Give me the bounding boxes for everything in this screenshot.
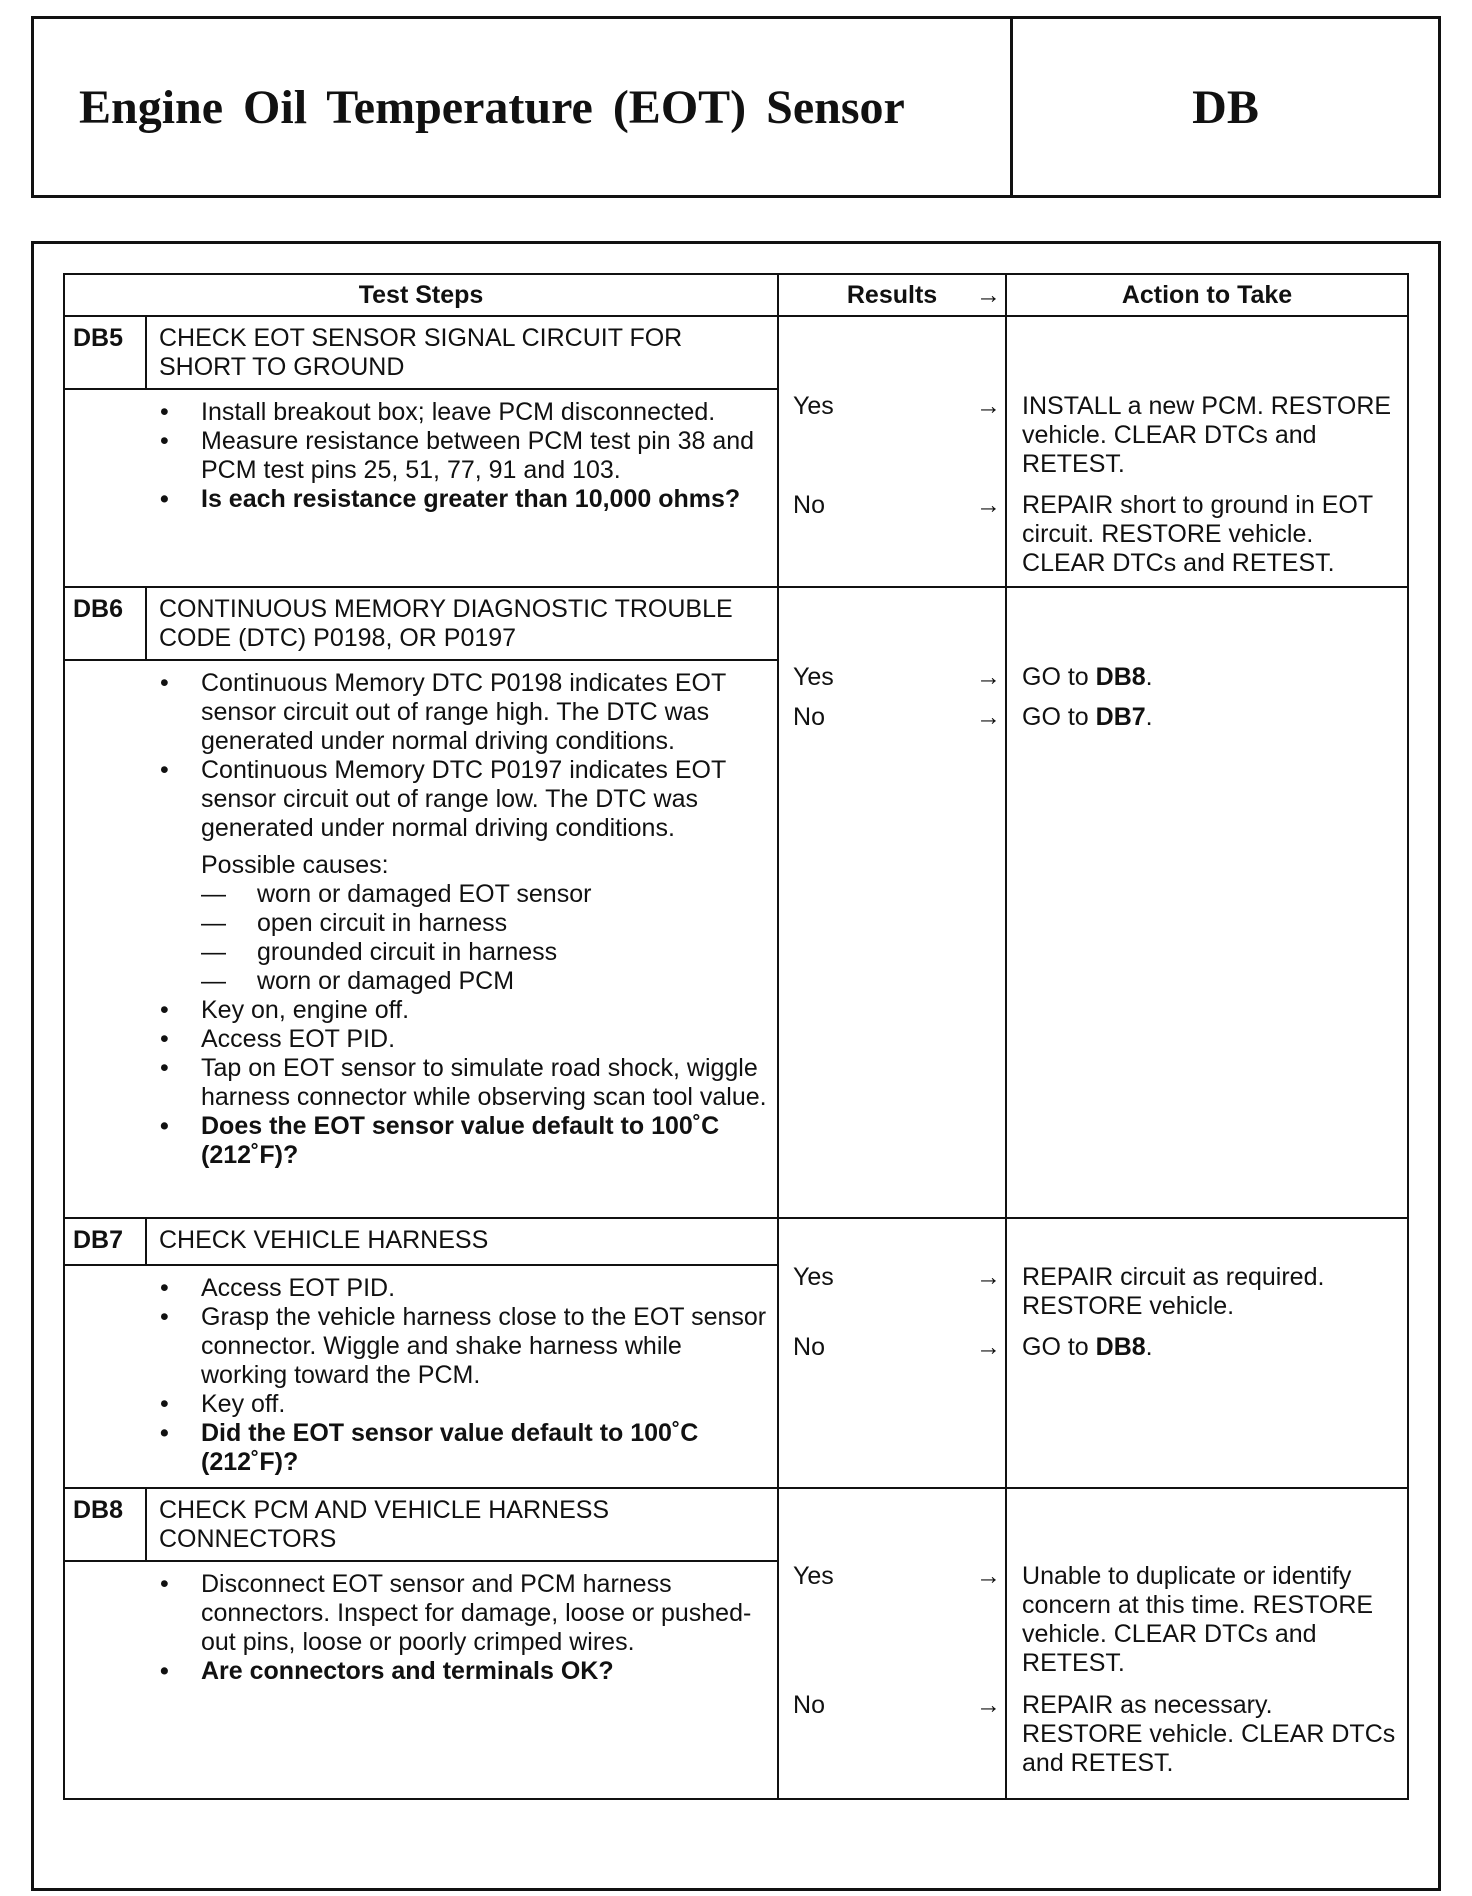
step-body	[64, 389, 778, 587]
step-question: • Does the EOT sensor value default to 100˚C (212˚F)?	[65, 1112, 769, 1170]
page-header	[31, 16, 1441, 198]
arrow-icon: →	[976, 703, 1002, 731]
step-question: • Did the EOT sensor value default to 100˚C (212˚F)?	[65, 1419, 769, 1477]
action-text: INSTALL a new PCM. RESTORE vehicle. CLEAR DTCs and RETEST.	[1022, 392, 1392, 478]
step-bullet: • Access EOT PID.	[65, 1274, 769, 1303]
result-label: No	[793, 703, 825, 731]
col-header-results	[778, 274, 1006, 316]
cause-item: — grounded circuit in harness	[201, 938, 769, 967]
action-prefix: GO to	[1022, 1333, 1096, 1361]
step-id: DB8	[64, 1488, 146, 1561]
arrow-icon: →	[976, 663, 1002, 691]
step-bullet: • Key off.	[65, 1390, 769, 1419]
result-no	[793, 491, 825, 520]
result-no	[793, 703, 825, 732]
action-prefix: GO to	[1022, 703, 1096, 731]
action-suffix: .	[1145, 663, 1153, 691]
result-yes	[793, 392, 834, 421]
cause-item: — open circuit in harness	[201, 909, 769, 938]
test-steps-table	[63, 273, 1409, 1800]
step-bullet: • Key on, engine off.	[65, 996, 769, 1025]
step-bullet: • Disconnect EOT sensor and PCM harness connectors. Inspect for damage, loose or pushed-out pins, loose or poorly crimped wires.	[65, 1570, 769, 1657]
arrow-icon: →	[976, 1691, 1002, 1719]
action-text	[1022, 663, 1397, 692]
action-prefix: GO to	[1022, 663, 1096, 691]
result-label: Yes	[793, 392, 834, 420]
result-label: Yes	[793, 663, 834, 691]
results-cell	[778, 587, 1006, 1218]
arrow-icon: →	[976, 1333, 1002, 1361]
step-reference-link[interactable]: DB8	[1095, 663, 1146, 691]
cause-item: — worn or damaged PCM	[201, 967, 769, 996]
col-header-action: Action to Take	[1006, 274, 1408, 316]
step-bullet: • Measure resistance between PCM test pin 38 and PCM test pins 25, 51, 77, 91 and 103.	[65, 427, 769, 485]
result-label: Yes	[793, 1263, 834, 1291]
step-header-row	[64, 1218, 1408, 1265]
results-cell	[778, 316, 1006, 587]
action-text	[1022, 703, 1397, 732]
step-title: CHECK EOT SENSOR SIGNAL CIRCUIT FOR SHORT TO GROUND	[146, 316, 778, 389]
page-title: Engine Oil Temperature (EOT) Sensor	[34, 19, 1013, 195]
action-text	[1022, 1333, 1397, 1362]
step-bullet: • Continuous Memory DTC P0198 indicates EOT sensor circuit out of range high. The DTC was generated under normal driving conditions.	[65, 669, 769, 756]
action-suffix: .	[1145, 1333, 1153, 1361]
action-text: Unable to duplicate or identify concern at this time. RESTORE vehicle. CLEAR DTCs and RETEST.	[1022, 1562, 1374, 1677]
action-cell	[1006, 1218, 1408, 1488]
step-bullet: • Grasp the vehicle harness close to the EOT sensor connector. Wiggle and shake harness while working toward the PCM.	[65, 1303, 769, 1390]
step-title: CONTINUOUS MEMORY DIAGNOSTIC TROUBLE CODE (DTC) P0198, OR P0197	[146, 587, 778, 660]
action-suffix: .	[1145, 703, 1153, 731]
results-cell	[778, 1488, 1006, 1799]
causes-label: Possible causes:	[201, 851, 389, 879]
step-body	[64, 1561, 778, 1799]
arrow-icon: →	[976, 1562, 1002, 1590]
step-bullet: • Install breakout box; leave PCM disconnected.	[65, 398, 769, 427]
step-title: CHECK PCM AND VEHICLE HARNESS CONNECTORS	[146, 1488, 778, 1561]
step-question: • Is each resistance greater than 10,000 ohms?	[65, 485, 769, 514]
arrow-icon: →	[976, 1263, 1002, 1291]
table-header-row	[64, 274, 1408, 316]
cause-item: — worn or damaged EOT sensor	[201, 880, 769, 909]
step-body	[64, 660, 778, 1218]
step-id: DB5	[64, 316, 146, 389]
arrow-icon: →	[976, 281, 1002, 309]
step-header-row	[64, 316, 1408, 389]
result-yes	[793, 1263, 834, 1292]
step-id: DB6	[64, 587, 146, 660]
action-cell	[1006, 1488, 1408, 1799]
step-reference-link[interactable]: DB8	[1095, 1333, 1146, 1361]
step-question: • Are connectors and terminals OK?	[65, 1657, 769, 1686]
result-no	[793, 1691, 825, 1720]
result-label: No	[793, 1691, 825, 1719]
results-cell	[778, 1218, 1006, 1488]
arrow-icon: →	[976, 491, 1002, 519]
step-title: CHECK VEHICLE HARNESS	[146, 1218, 778, 1265]
action-text: REPAIR as necessary. RESTORE vehicle. CLEAR DTCs and RETEST.	[1022, 1691, 1396, 1777]
result-no	[793, 1333, 825, 1362]
step-bullet: • Continuous Memory DTC P0197 indicates EOT sensor circuit out of range low. The DTC was generated under normal driving conditions.	[65, 756, 769, 843]
action-text: REPAIR circuit as required. RESTORE vehicle.	[1022, 1263, 1325, 1320]
action-cell	[1006, 316, 1408, 587]
step-bullet: • Tap on EOT sensor to simulate road shock, wiggle harness connector while observing scan tool value.	[65, 1054, 769, 1112]
result-label: No	[793, 1333, 825, 1361]
action-text: REPAIR short to ground in EOT circuit. RESTORE vehicle. CLEAR DTCs and RETEST.	[1022, 491, 1373, 577]
result-label: No	[793, 491, 825, 519]
section-code: DB	[1192, 80, 1259, 134]
possible-causes	[65, 851, 769, 996]
arrow-icon: →	[976, 392, 1002, 420]
result-label: Yes	[793, 1562, 834, 1590]
action-cell	[1006, 587, 1408, 1218]
step-header-row	[64, 587, 1408, 660]
step-body	[64, 1265, 778, 1488]
col-header-results-label: Results	[846, 280, 938, 309]
step-id: DB7	[64, 1218, 146, 1265]
step-bullet: • Access EOT PID.	[65, 1025, 769, 1054]
col-header-test-steps: Test Steps	[64, 274, 778, 316]
result-yes	[793, 1562, 834, 1591]
step-reference-link[interactable]: DB7	[1095, 703, 1146, 731]
step-header-row	[64, 1488, 1408, 1561]
result-yes	[793, 663, 834, 692]
